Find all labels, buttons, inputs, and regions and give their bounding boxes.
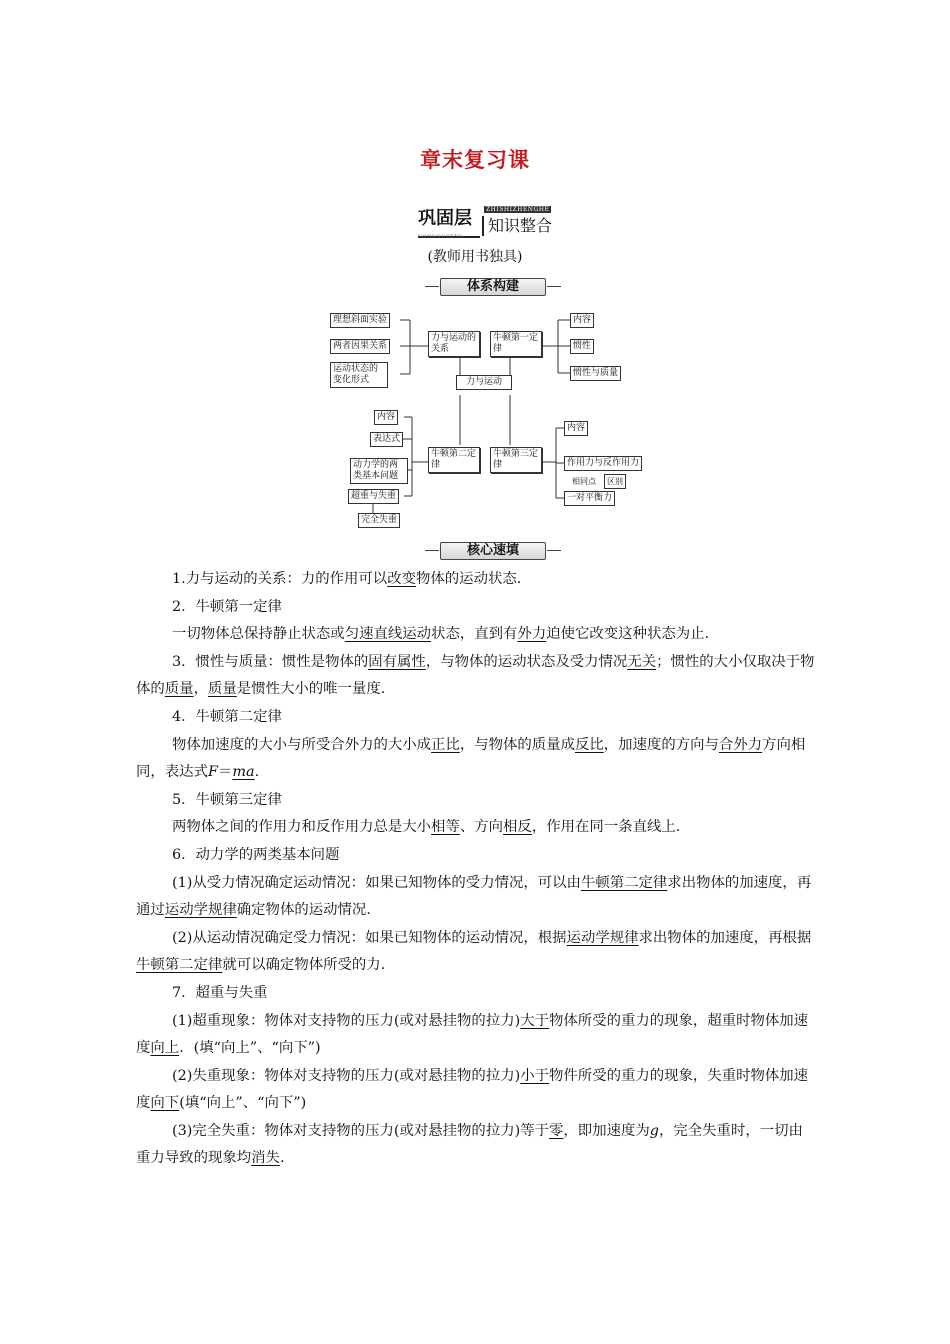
line-6: 物体加速度的大小与所受合外力的大小成正比，与物体的质量成反比，加速度的方向与合外力方向相同，表达式F＝ma. <box>136 736 806 781</box>
section-tag-core: 核心速填 <box>440 542 546 560</box>
diagram-box-n3-content: 内容 <box>564 421 588 436</box>
line-7: 5．牛顿第三定律 <box>172 791 282 808</box>
line-4: 3．惯性与质量：惯性是物体的固有属性，与物体的运动状态及受力情况无关；惯性的大小仅取决于物体的质量，质量是惯性大小的唯一量度. <box>136 653 815 698</box>
banner-pinyin-bottom: GONGGUCENG <box>418 234 464 240</box>
line-5: 4．牛顿第二定律 <box>172 708 282 725</box>
section-banner <box>418 206 566 238</box>
diagram-box-motion-change: 运动状态的变化形式 <box>330 362 388 388</box>
banner-pinyin-top: ZHISHIZHENGHE <box>486 206 550 213</box>
diagram-box-n1-content: 内容 <box>570 313 594 328</box>
line-2: 2．牛顿第一定律 <box>172 598 282 615</box>
diagram-box-n1-inertia-mass: 惯性与质量 <box>570 366 621 381</box>
teacher-note: (教师用书独具) <box>427 249 523 265</box>
diagram-box-causal: 两者因果关系 <box>330 339 390 354</box>
diagram-box-n2-expression: 表达式 <box>370 432 403 447</box>
diagram-box-n2-content: 内容 <box>374 410 398 425</box>
diagram-box-relation: 力与运动的关系 <box>428 331 480 357</box>
page-title: 章末复习课 <box>420 147 530 172</box>
line-15: (3)完全失重：物体对支持物的压力(或对悬挂物的拉力)等于零，即加速度为g，完全失重时，一切由重力导致的现象均消失. <box>136 1122 803 1167</box>
diagram-box-newton3: 牛顿第三定律 <box>490 447 542 473</box>
diagram-box-difference: 区别 <box>604 474 626 489</box>
line-11: (2)从运动情况确定受力情况：如果已知物体的运动情况，根据运动学规律求出物体的加速度，再根据牛顿第二定律就可以确定物体所受的力. <box>136 929 812 974</box>
diagram-box-center: 力与运动 <box>456 375 512 390</box>
line-13: (1)超重现象：物体对支持物的压力(或对悬挂物的拉力)大于物体所受的重力的现象，超重时物体加速度向上．(填“向上”、“向下”) <box>136 1012 809 1057</box>
diagram-box-n3-action-reaction: 作用力与反作用力 <box>564 456 642 471</box>
knowledge-diagram <box>320 300 670 540</box>
diagram-box-ideal-slope: 理想斜面实验 <box>330 313 390 328</box>
line-9: 6．动力学的两类基本问题 <box>172 846 340 863</box>
line-8: 两物体之间的作用力和反作用力总是大小相等、方向相反，作用在同一条直线上. <box>172 819 681 836</box>
diagram-box-n1-inertia: 惯性 <box>570 339 594 354</box>
diagram-box-n2-overweight: 超重与失重 <box>348 489 399 504</box>
banner-side: 知识整合 <box>482 216 570 236</box>
line-1: 1.力与运动的关系：力的作用可以改变物体的运动状态. <box>172 571 522 587</box>
diagram-box-newton1: 牛顿第一定律 <box>490 331 542 357</box>
diagram-box-newton2: 牛顿第二定律 <box>428 447 480 473</box>
line-10: (1)从受力情况确定运动情况：如果已知物体的受力情况，可以由牛顿第二定律求出物体的加速度，再通过运动学规律确定物体的运动情况. <box>136 874 812 919</box>
diagram-label-same: 相同点 <box>572 477 596 486</box>
banner-main: 巩固层 <box>418 206 480 238</box>
diagram-box-n2-weightless: 完全失重 <box>358 513 400 528</box>
line-12: 7．超重与失重 <box>172 984 268 1001</box>
summary-text <box>136 566 816 1173</box>
section-tag-system: 体系构建 <box>440 278 546 296</box>
diagram-box-n2-two-problems: 动力学的两类基本问题 <box>350 458 408 484</box>
line-14: (2)失重现象：物体对支持物的压力(或对悬挂物的拉力)小于物件所受的重力的现象，失重时物体加速度向下(填“向上”、“向下”) <box>136 1067 809 1112</box>
diagram-box-n3-balance: 一对平衡力 <box>564 491 615 506</box>
line-3: 一切物体总保持静止状态或匀速直线运动状态，直到有外力迫使它改变这种状态为止. <box>172 626 710 643</box>
